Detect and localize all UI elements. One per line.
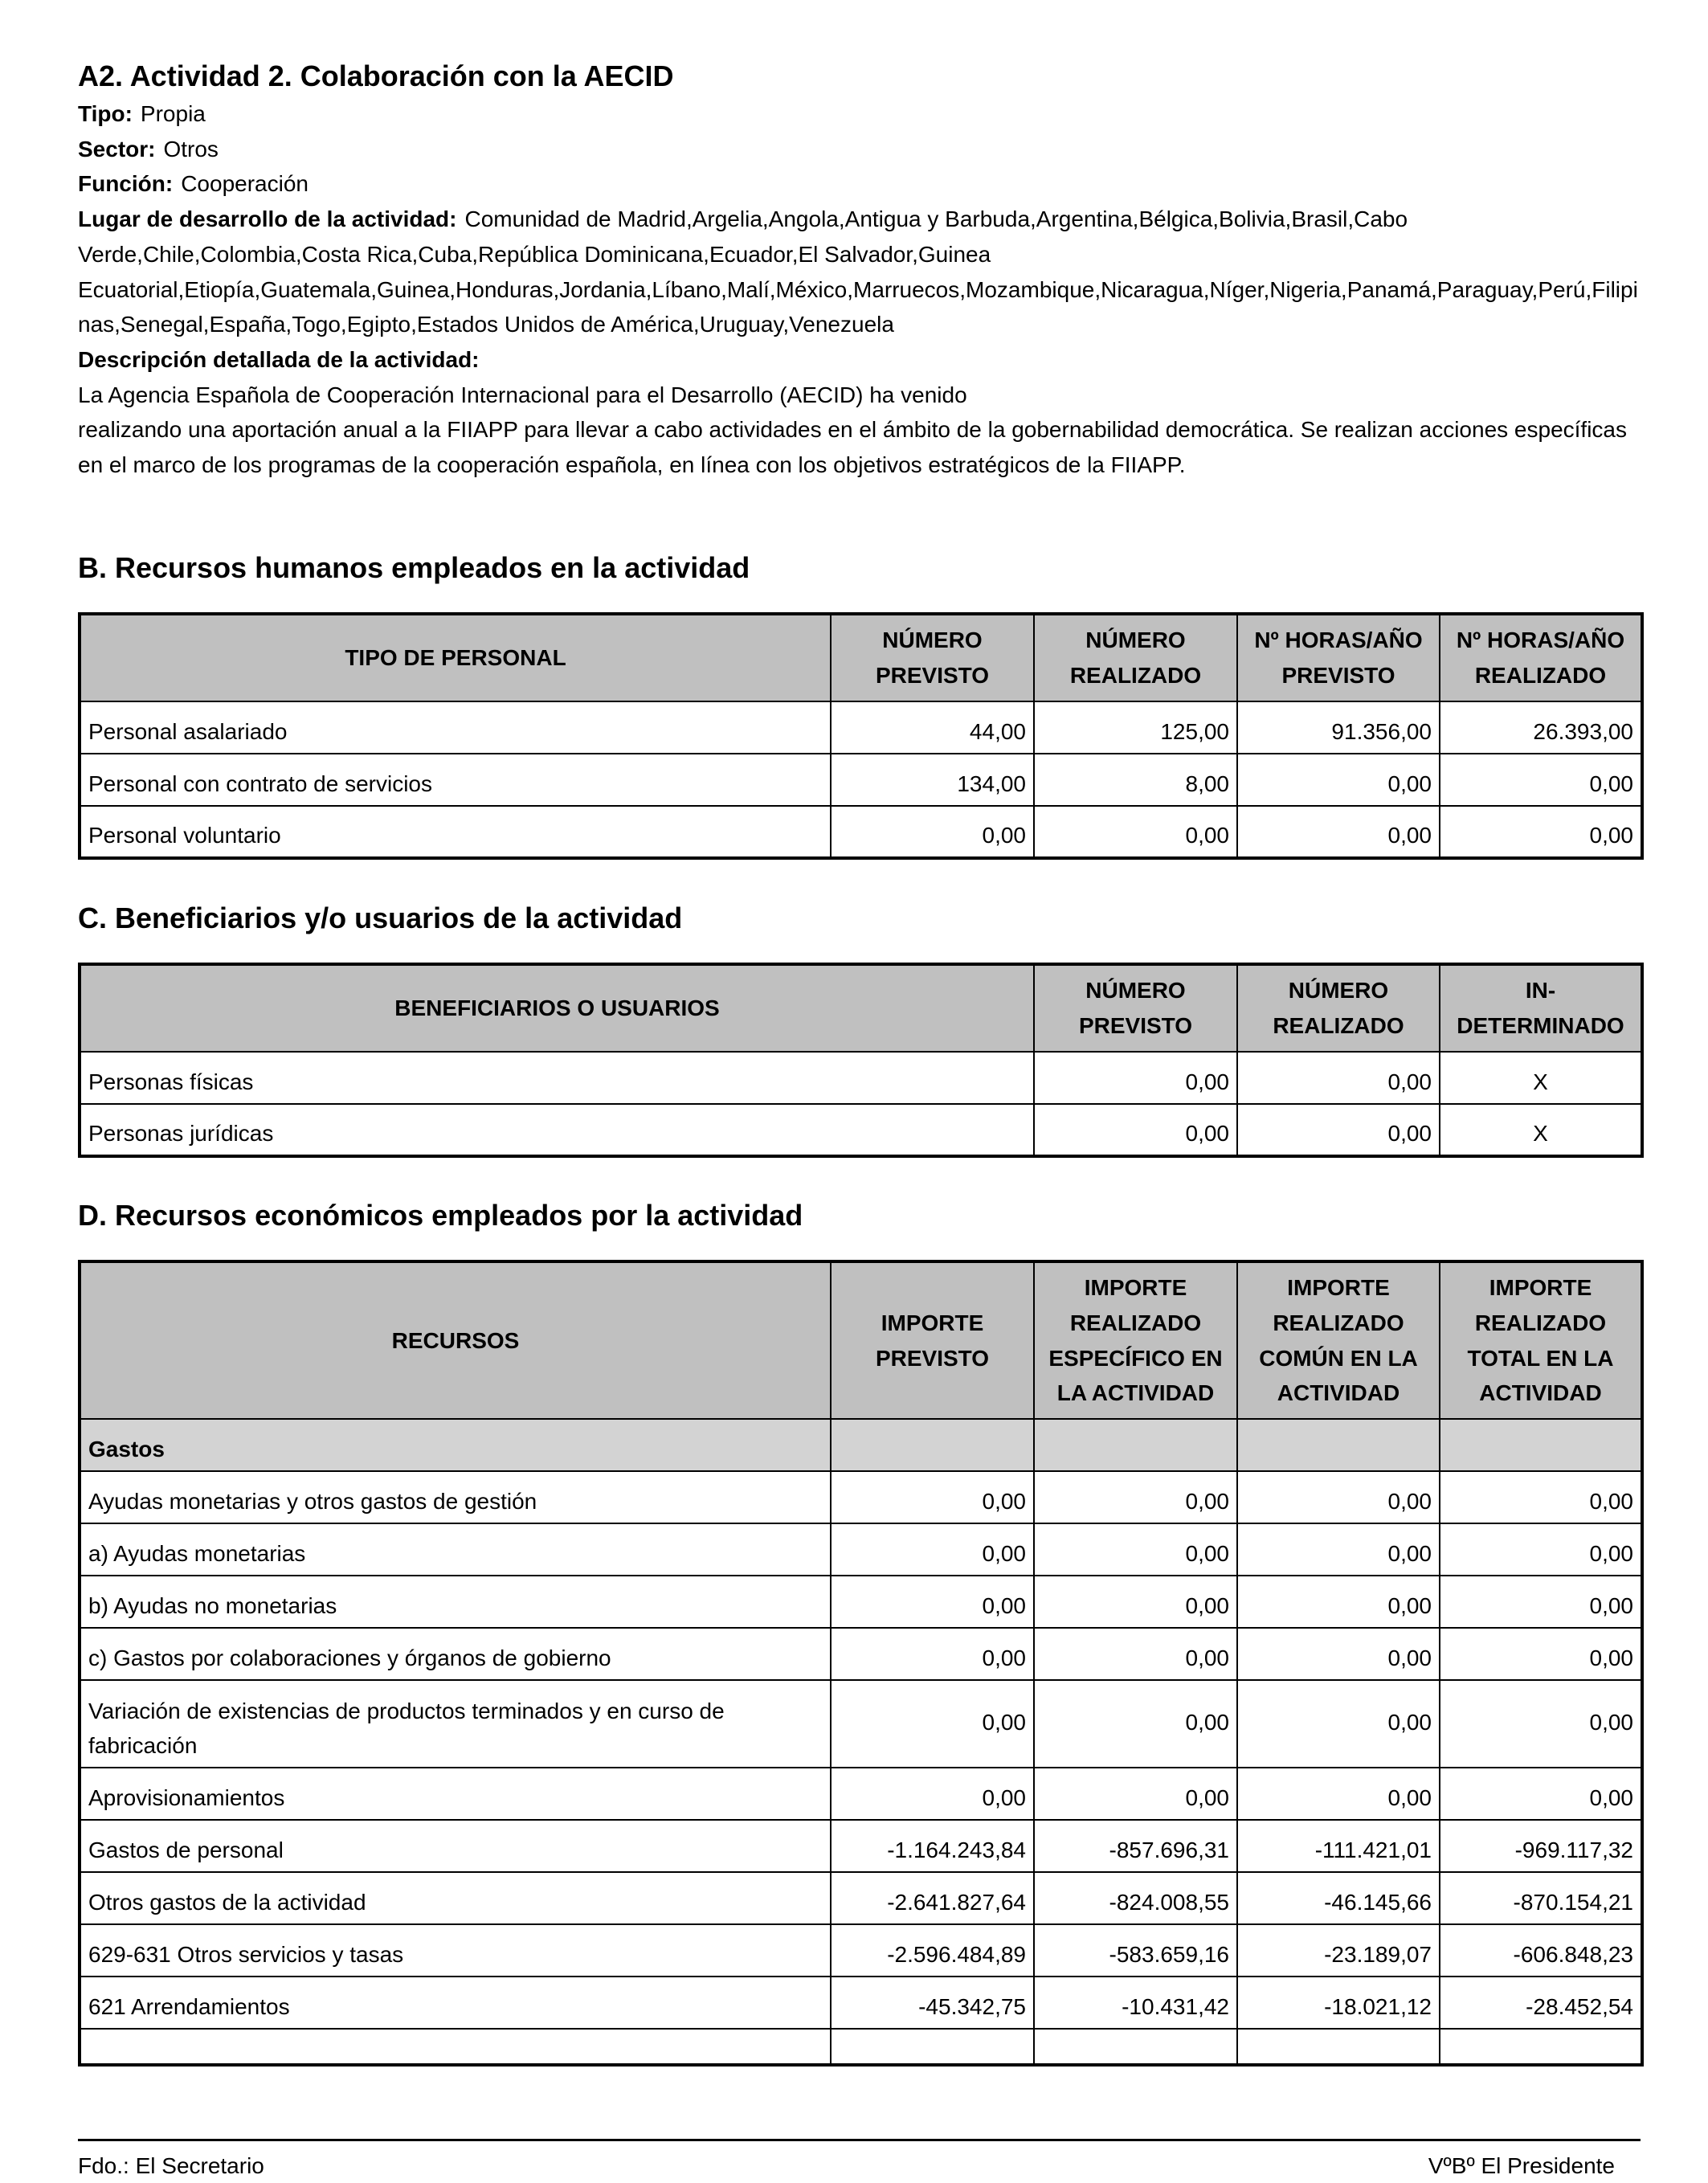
cell-value: 0,00: [1440, 1523, 1642, 1576]
document-page: [78, 56, 1641, 2020]
cell-value: 0,00: [1034, 1052, 1237, 1104]
group-label: Gastos: [80, 1419, 831, 1471]
empty-cell: [831, 1419, 1034, 1471]
row-label: 621 Arrendamientos: [80, 1977, 831, 2029]
table-row: [80, 1924, 1642, 1977]
cell-value: 0,00: [1034, 1768, 1237, 1820]
lugar-label: Lugar de desarrollo de la actividad:: [78, 206, 457, 232]
section-c-title: C. Beneficiarios y/o usuarios de la actividad: [78, 901, 683, 934]
column-header: RECURSOS: [80, 1261, 831, 1419]
sector-value: Otros: [163, 136, 219, 161]
cell-value: 0,00: [1034, 806, 1237, 858]
empty-row: [80, 2029, 1642, 2065]
cell-value: 91.356,00: [1237, 701, 1440, 754]
column-header: Nº HORAS/AÑO PREVISTO: [1237, 614, 1440, 701]
empty-cell: [80, 2029, 831, 2065]
cell-value: 44,00: [831, 701, 1034, 754]
column-header: Nº HORAS/AÑO REALIZADO: [1440, 614, 1642, 701]
presidente-signature-label: VºBº El Presidente: [1428, 2153, 1615, 2178]
cell-value: 0,00: [1034, 1680, 1237, 1768]
signature-divider: [78, 2139, 1641, 2141]
table-row: [80, 1523, 1642, 1576]
cell-value: -23.189,07: [1237, 1924, 1440, 1977]
cell-value: -2.596.484,89: [831, 1924, 1034, 1977]
table-row: [80, 1680, 1642, 1768]
row-label: Gastos de personal: [80, 1820, 831, 1872]
descripcion-line: [78, 342, 1641, 378]
empty-cell: [1440, 1419, 1642, 1471]
cell-value: 0,00: [1440, 1576, 1642, 1628]
empty-cell: [1034, 2029, 1237, 2065]
empty-cell: [1237, 2029, 1440, 2065]
cell-value: -583.659,16: [1034, 1924, 1237, 1977]
row-label: Personal voluntario: [80, 806, 831, 858]
cell-value: 0,00: [1034, 1471, 1237, 1523]
cell-value: 0,00: [831, 806, 1034, 858]
cell-value: 125,00: [1034, 701, 1237, 754]
cell-value: 0,00: [1034, 1104, 1237, 1156]
section-d-title: D. Recursos económicos empleados por la actividad: [78, 1199, 803, 1232]
cell-value: -46.145,66: [1237, 1872, 1440, 1924]
row-label: Personal asalariado: [80, 701, 831, 754]
activity-title: A2. Actividad 2. Colaboración con la AECID: [78, 59, 674, 92]
lugar-value: Comunidad de Madrid,Argelia,Angola,Antigua y Barbuda,Argentina,Bélgica,Bolivia,Brasil,Cabo Verde,Chile,Colombia,Costa Rica,Cuba,República Dominicana,Ecuador,El Salvador,Guinea Ecuatorial,Etiopía,Guatemala,Guinea,Honduras,Jordania,Líbano,Malí,México,Marruecos,Mozambique,Nicaragua,Níger,Nigeria,Panamá,Paraguay,Perú,Filipinas,Senegal,España,Togo,Egipto,Estados Unidos de América,Uruguay,Venezuela: [78, 206, 1638, 337]
cell-value: 0,00: [831, 1576, 1034, 1628]
cell-value: 0,00: [1237, 1523, 1440, 1576]
section-b-title: B. Recursos humanos empleados en la actividad: [78, 551, 750, 584]
cell-value: -857.696,31: [1034, 1820, 1237, 1872]
column-header: IMPORTE PREVISTO: [831, 1261, 1034, 1419]
tipo-line: [78, 96, 1641, 132]
tipo-label: Tipo:: [78, 101, 133, 126]
recursos-economicos-table: [78, 1260, 1644, 2066]
cell-value: 0,00: [831, 1523, 1034, 1576]
empty-cell: [1440, 2029, 1642, 2065]
column-header: IMPORTE REALIZADO ESPECÍFICO EN LA ACTIVIDAD: [1034, 1261, 1237, 1419]
row-label: Variación de existencias de productos terminados y en curso de fabricación: [80, 1680, 831, 1768]
cell-value: 0,00: [1237, 1680, 1440, 1768]
cell-value: -18.021,12: [1237, 1977, 1440, 2029]
lugar-line: [78, 202, 1641, 342]
row-label: b) Ayudas no monetarias: [80, 1576, 831, 1628]
table-header-row: [80, 614, 1642, 701]
table-row: [80, 754, 1642, 806]
cell-value: 0,00: [1440, 1628, 1642, 1680]
cell-value: 0,00: [1440, 1768, 1642, 1820]
column-header: NÚMERO REALIZADO: [1237, 964, 1440, 1052]
table-header-row: [80, 964, 1642, 1052]
table-row: [80, 1104, 1642, 1156]
column-header: IN- DETERMINADO: [1440, 964, 1642, 1052]
cell-value: 0,00: [1237, 1576, 1440, 1628]
cell-value: 0,00: [1237, 1104, 1440, 1156]
row-label: 629-631 Otros servicios y tasas: [80, 1924, 831, 1977]
column-header: TIPO DE PERSONAL: [80, 614, 831, 701]
cell-value: 8,00: [1034, 754, 1237, 806]
group-row: [80, 1419, 1642, 1471]
table-header-row: [80, 1261, 1642, 1419]
cell-value: -969.117,32: [1440, 1820, 1642, 1872]
descripcion-label: Descripción detallada de la actividad:: [78, 346, 480, 372]
row-label: Aprovisionamientos: [80, 1768, 831, 1820]
table-row: [80, 1052, 1642, 1104]
cell-value: X: [1440, 1052, 1642, 1104]
cell-value: 0,00: [831, 1628, 1034, 1680]
cell-value: 0,00: [1237, 806, 1440, 858]
secretario-signature-label: Fdo.: El Secretario: [78, 2153, 264, 2178]
cell-value: 0,00: [1440, 1680, 1642, 1768]
row-label: c) Gastos por colaboraciones y órganos de gobierno: [80, 1628, 831, 1680]
funcion-value: Cooperación: [181, 171, 309, 197]
row-label: Personas físicas: [80, 1052, 1034, 1104]
table-row: [80, 1628, 1642, 1680]
cell-value: 0,00: [1034, 1628, 1237, 1680]
table-row: [80, 1977, 1642, 2029]
cell-value: -111.421,01: [1237, 1820, 1440, 1872]
table-row: [80, 1576, 1642, 1628]
cell-value: 0,00: [1237, 754, 1440, 806]
cell-value: 0,00: [1034, 1576, 1237, 1628]
cell-value: 0,00: [1237, 1471, 1440, 1523]
column-header: BENEFICIARIOS O USUARIOS: [80, 964, 1034, 1052]
cell-value: -606.848,23: [1440, 1924, 1642, 1977]
cell-value: 0,00: [1440, 806, 1642, 858]
row-label: Personal con contrato de servicios: [80, 754, 831, 806]
table-row: [80, 806, 1642, 858]
cell-value: -870.154,21: [1440, 1872, 1642, 1924]
cell-value: 0,00: [1237, 1052, 1440, 1104]
empty-cell: [1237, 1419, 1440, 1471]
cell-value: 0,00: [831, 1680, 1034, 1768]
recursos-humanos-table: [78, 612, 1644, 860]
cell-value: 0,00: [831, 1471, 1034, 1523]
cell-value: 0,00: [1237, 1628, 1440, 1680]
row-label: Ayudas monetarias y otros gastos de gestión: [80, 1471, 831, 1523]
cell-value: 134,00: [831, 754, 1034, 806]
column-header: IMPORTE REALIZADO TOTAL EN LA ACTIVIDAD: [1440, 1261, 1642, 1419]
cell-value: X: [1440, 1104, 1642, 1156]
table-row: [80, 1820, 1642, 1872]
row-label: Otros gastos de la actividad: [80, 1872, 831, 1924]
beneficiarios-table: [78, 963, 1644, 1158]
cell-value: 0,00: [1440, 1471, 1642, 1523]
column-header: NÚMERO REALIZADO: [1034, 614, 1237, 701]
row-label: Personas jurídicas: [80, 1104, 1034, 1156]
column-header: IMPORTE REALIZADO COMÚN EN LA ACTIVIDAD: [1237, 1261, 1440, 1419]
table-row: [80, 1768, 1642, 1820]
cell-value: -1.164.243,84: [831, 1820, 1034, 1872]
cell-value: -28.452,54: [1440, 1977, 1642, 2029]
table-row: [80, 1872, 1642, 1924]
descripcion-text-2: realizando una aportación anual a la FIIAPP para llevar a cabo actividades en el ámbito de la gobernabilidad democrática. Se realizan acciones específicas en el marco de los programas de la cooperación española, en línea con los objetivos estratégicos de la FIIAPP.: [78, 417, 1627, 478]
column-header: NÚMERO PREVISTO: [1034, 964, 1237, 1052]
cell-value: 0,00: [831, 1768, 1034, 1820]
cell-value: -2.641.827,64: [831, 1872, 1034, 1924]
cell-value: -824.008,55: [1034, 1872, 1237, 1924]
sector-label: Sector:: [78, 136, 156, 161]
descripcion-text-1: La Agencia Española de Cooperación Internacional para el Desarrollo (AECID) ha venido: [78, 382, 967, 407]
tipo-value: Propia: [140, 101, 206, 126]
cell-value: 0,00: [1034, 1523, 1237, 1576]
cell-value: -45.342,75: [831, 1977, 1034, 2029]
funcion-label: Función:: [78, 171, 174, 197]
empty-cell: [831, 2029, 1034, 2065]
cell-value: 26.393,00: [1440, 701, 1642, 754]
sector-line: [78, 132, 1641, 167]
empty-cell: [1034, 1419, 1237, 1471]
funcion-line: [78, 166, 1641, 202]
column-header: NÚMERO PREVISTO: [831, 614, 1034, 701]
table-row: [80, 1471, 1642, 1523]
cell-value: -10.431,42: [1034, 1977, 1237, 2029]
cell-value: 0,00: [1237, 1768, 1440, 1820]
cell-value: 0,00: [1440, 754, 1642, 806]
table-row: [80, 701, 1642, 754]
row-label: a) Ayudas monetarias: [80, 1523, 831, 1576]
